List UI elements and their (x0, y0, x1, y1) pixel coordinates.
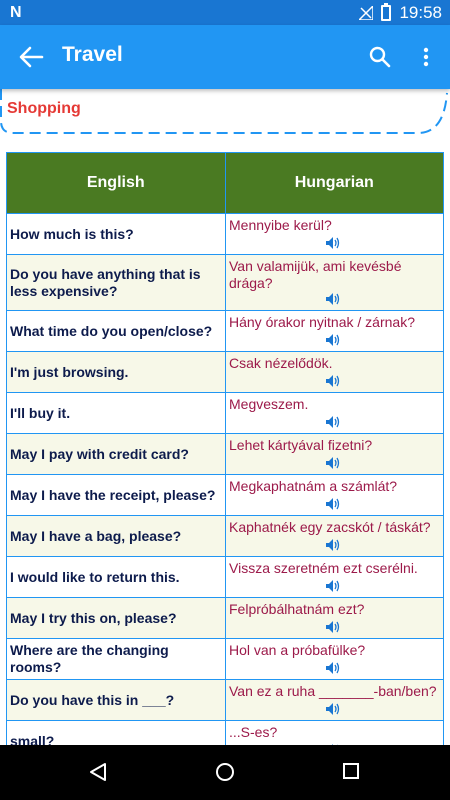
table-row (7, 310, 443, 351)
n-logo-icon: N (10, 4, 22, 21)
table-row (7, 433, 443, 474)
hungarian-phrase: Van ez a ruha _______-ban/ben? (229, 683, 437, 699)
hungarian-cell (226, 557, 443, 597)
hungarian-cell (226, 475, 443, 515)
phrase-table (6, 152, 444, 745)
speaker-icon[interactable] (326, 703, 340, 715)
app-bar (0, 25, 450, 89)
section-title: Shopping (7, 100, 81, 117)
hungarian-phrase: Hol van a próbafülke? (229, 642, 366, 658)
speaker-icon[interactable] (326, 621, 340, 633)
english-phrase: I'm just browsing. (7, 352, 226, 392)
hungarian-cell (226, 311, 443, 351)
status-time: 19:58 (399, 2, 442, 22)
table-row (7, 351, 443, 392)
home-circle-icon[interactable] (215, 762, 235, 782)
english-phrase: Where are the changing rooms? (7, 639, 226, 679)
table-row (7, 254, 443, 310)
hungarian-phrase: Lehet kártyával fizetni? (229, 437, 373, 453)
english-phrase: small? (7, 721, 226, 745)
speaker-icon[interactable] (326, 662, 340, 674)
navigation-bar (0, 745, 450, 800)
signal-icon (359, 6, 373, 20)
hungarian-cell (226, 516, 443, 556)
hungarian-phrase: Megkaphatnám a számlát? (229, 478, 398, 494)
hungarian-phrase: Vissza szeretném ezt cserélni. (229, 560, 418, 576)
status-icons (359, 0, 442, 25)
table-header (7, 153, 443, 213)
speaker-icon[interactable] (326, 416, 340, 428)
hungarian-cell (226, 255, 443, 310)
hungarian-phrase: Kaphatnék egy zacskót / táskát? (229, 519, 431, 535)
table-row (7, 474, 443, 515)
section-header (0, 89, 450, 135)
content-area[interactable] (0, 89, 450, 745)
back-triangle-icon[interactable] (88, 762, 108, 782)
table-row (7, 213, 443, 254)
hungarian-cell (226, 393, 443, 433)
english-phrase: Do you have this in ___? (7, 680, 226, 720)
english-phrase: What time do you open/close? (7, 311, 226, 351)
hungarian-cell (226, 214, 443, 254)
speaker-icon[interactable] (326, 498, 340, 510)
english-phrase: How much is this? (7, 214, 226, 254)
hungarian-phrase: Felpróbálhatnám ezt? (229, 601, 365, 617)
english-phrase: I would like to return this. (7, 557, 226, 597)
hungarian-cell (226, 352, 443, 392)
english-phrase: May I have a bag, please? (7, 516, 226, 556)
hungarian-cell (226, 434, 443, 474)
hungarian-cell (226, 680, 443, 720)
table-row (7, 679, 443, 720)
search-icon[interactable] (368, 45, 392, 69)
page-title: Travel (62, 43, 123, 66)
hungarian-phrase: Megveszem. (229, 396, 309, 412)
hungarian-cell (226, 721, 443, 745)
header-hungarian: Hungarian (294, 174, 374, 191)
speaker-icon[interactable] (326, 375, 340, 387)
table-row (7, 597, 443, 638)
more-vert-icon[interactable] (414, 45, 438, 69)
speaker-icon[interactable] (326, 457, 340, 469)
battery-icon (381, 5, 391, 21)
recents-square-icon[interactable] (342, 762, 360, 780)
speaker-icon[interactable] (326, 237, 340, 249)
english-phrase: May I pay with credit card? (7, 434, 226, 474)
speaker-icon[interactable] (326, 539, 340, 551)
header-english: English (7, 153, 226, 213)
english-phrase: I'll buy it. (7, 393, 226, 433)
hungarian-cell (226, 639, 443, 679)
speaker-icon[interactable] (326, 293, 340, 305)
hungarian-phrase: Mennyibe kerül? (229, 217, 332, 233)
english-phrase: Do you have anything that is less expensive? (7, 255, 226, 310)
table-row (7, 638, 443, 679)
table-row (7, 556, 443, 597)
english-phrase: May I try this on, please? (7, 598, 226, 638)
english-phrase: May I have the receipt, please? (7, 475, 226, 515)
hungarian-phrase: Hány órakor nyitnak / zárnak? (229, 314, 415, 330)
hungarian-cell (226, 598, 443, 638)
hungarian-phrase: Csak nézelődök. (229, 355, 333, 371)
back-arrow-icon[interactable] (18, 45, 44, 69)
status-bar (0, 0, 450, 25)
table-row (7, 392, 443, 433)
table-row (7, 515, 443, 556)
speaker-icon[interactable] (326, 334, 340, 346)
hungarian-phrase: ...S-es? (229, 724, 278, 740)
speaker-icon[interactable] (326, 580, 340, 592)
hungarian-phrase: Van valamijük, ami kevésbé drága? (229, 258, 402, 291)
table-row (7, 720, 443, 745)
